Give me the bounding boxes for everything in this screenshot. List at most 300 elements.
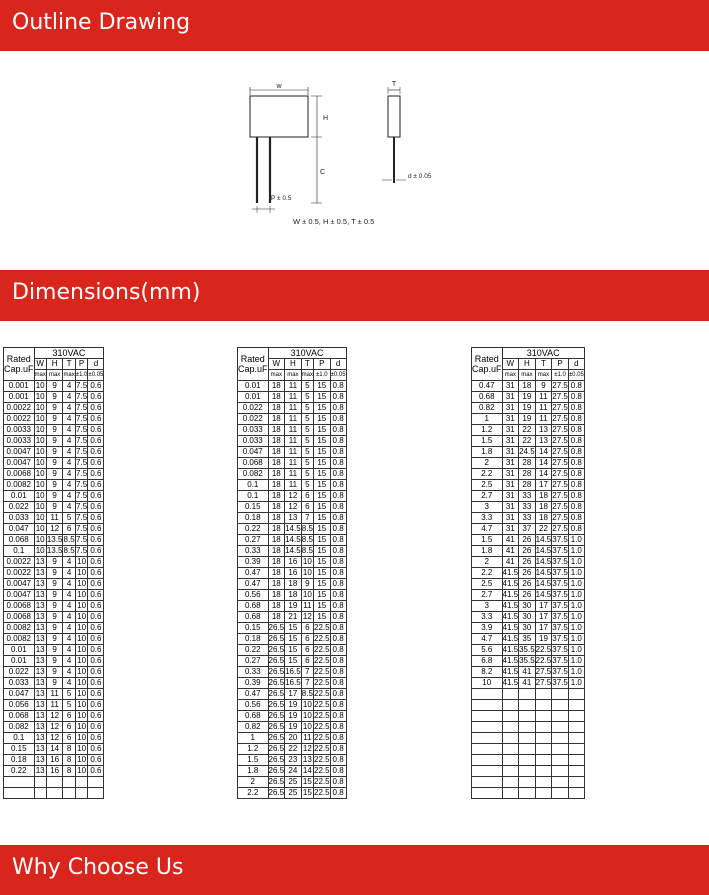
table-row xyxy=(238,502,347,513)
table-cell: 7 xyxy=(301,667,313,678)
table-cell: 11 xyxy=(285,414,302,425)
table-cell: 6 xyxy=(301,634,313,645)
column-header: T xyxy=(63,359,75,370)
table-cell: 4 xyxy=(63,678,75,689)
table-row xyxy=(238,535,347,546)
table-cell: 37.5 xyxy=(552,656,568,665)
table-cell: 22.5 xyxy=(535,656,552,665)
voltage-header: 310VAC xyxy=(502,348,584,359)
table-cell xyxy=(552,733,569,744)
table-cell: 11 xyxy=(535,392,552,403)
table-row xyxy=(4,392,104,403)
table-cell: 31 xyxy=(502,469,519,480)
table-row xyxy=(238,491,347,502)
table-cell: 41 xyxy=(502,546,519,557)
table-cell: 18 xyxy=(268,425,285,436)
table-cell: 31 xyxy=(502,502,519,513)
table-cell: 0.8 xyxy=(568,392,584,403)
table-cell: 8 xyxy=(63,744,75,755)
table-cell: 4 xyxy=(63,579,75,590)
table-row xyxy=(238,480,347,491)
table-cell: 0.8 xyxy=(330,645,346,656)
table-cell: 4 xyxy=(63,381,75,392)
table-cell: 9 xyxy=(46,403,63,414)
dimensions-banner xyxy=(0,270,709,321)
table-cell: 7.5 xyxy=(76,436,88,445)
table-cell: 18 xyxy=(285,590,302,601)
table-cell: 3 xyxy=(472,601,503,612)
table-cell: 16 xyxy=(285,557,302,568)
table-cell: 5 xyxy=(301,392,313,403)
table-row xyxy=(238,590,347,601)
table-cell xyxy=(568,700,584,711)
table-row xyxy=(4,766,104,777)
table-cell: 19 xyxy=(285,700,302,711)
table-cell xyxy=(519,755,536,766)
table-cell: 8.2 xyxy=(472,667,503,678)
dim-t-label: T xyxy=(391,81,397,88)
table-cell xyxy=(568,755,584,766)
table-cell: 10 xyxy=(35,502,45,511)
table-cell: 0.8 xyxy=(330,788,346,799)
table-cell: 22.5 xyxy=(314,667,330,676)
table-cell: 0.0068 xyxy=(4,601,35,612)
table-cell xyxy=(75,788,88,799)
table-cell: 1.5 xyxy=(472,535,503,546)
table-cell: 37.5 xyxy=(552,568,568,577)
table-cell: 10 xyxy=(77,645,87,654)
table-cell: 4 xyxy=(63,568,75,579)
table-cell: 0.15 xyxy=(238,502,269,513)
column-header: P xyxy=(552,359,569,370)
table-row xyxy=(4,733,104,744)
table-cell: 15 xyxy=(285,623,302,634)
table-row xyxy=(4,491,104,502)
table-cell: 17 xyxy=(285,689,302,700)
table-cell: 41.5 xyxy=(502,612,519,621)
table-cell: 10 xyxy=(77,766,87,775)
table-cell: 10 xyxy=(302,711,312,720)
table-cell xyxy=(552,722,569,733)
table-cell: 0.6 xyxy=(88,491,104,502)
table-cell: 9 xyxy=(46,447,63,458)
table-cell: 12 xyxy=(285,502,302,513)
table-cell: 22.5 xyxy=(314,623,330,632)
column-header: W xyxy=(268,359,285,370)
table-cell: 10 xyxy=(35,414,45,423)
table-cell: 2.7 xyxy=(472,590,503,601)
table-cell xyxy=(472,788,503,799)
table-row xyxy=(238,568,347,579)
table-cell: 15 xyxy=(314,579,331,590)
table-cell: 18 xyxy=(535,491,552,502)
table-cell xyxy=(4,788,35,799)
table-cell: 11 xyxy=(46,700,63,711)
table-row xyxy=(238,447,347,458)
table-cell: 0.0022 xyxy=(4,403,35,414)
table-cell: 26.5 xyxy=(268,656,285,665)
table-cell: 22.5 xyxy=(314,788,330,797)
section-title: Why Choose Us xyxy=(12,855,184,880)
table-row xyxy=(4,656,104,667)
table-cell: 0.01 xyxy=(4,656,35,667)
table-cell: 5 xyxy=(301,469,313,480)
table-cell: 0.6 xyxy=(88,403,104,414)
table-row xyxy=(472,425,585,436)
table-cell xyxy=(502,755,519,766)
table-cell xyxy=(552,711,569,722)
table-cell: 9 xyxy=(46,425,63,436)
table-cell: 26.5 xyxy=(268,700,285,709)
table-cell: 18 xyxy=(268,557,285,568)
table-cell: 18 xyxy=(268,480,285,491)
column-subheader: ±0.05 xyxy=(88,370,104,381)
table-cell: 4.7 xyxy=(472,634,503,645)
table-cell: 27.5 xyxy=(552,447,568,456)
table-cell: 0.6 xyxy=(88,447,104,458)
table-row xyxy=(238,656,347,667)
table-cell xyxy=(502,711,519,722)
table-cell xyxy=(502,733,519,744)
table-cell: 15 xyxy=(314,491,331,502)
table-cell: 0.033 xyxy=(238,436,269,447)
table-cell: 35 xyxy=(519,634,536,645)
table-cell: 10 xyxy=(35,491,45,500)
table-cell: 14.5 xyxy=(535,535,552,544)
table-cell: 4 xyxy=(63,612,75,623)
table-cell: 11 xyxy=(285,469,302,480)
table-cell: 9 xyxy=(46,612,63,623)
table-cell: 0.8 xyxy=(330,733,346,744)
table-cell: 10 xyxy=(35,447,45,456)
table-cell: 31 xyxy=(502,491,519,502)
table-cell: 7.5 xyxy=(76,458,88,467)
table-cell: 0.0082 xyxy=(4,480,35,491)
table-cell: 0.68 xyxy=(472,392,503,403)
table-row xyxy=(238,469,347,480)
table-cell: 41.5 xyxy=(502,678,519,687)
table-cell xyxy=(568,733,584,744)
table-cell: 0.8 xyxy=(568,403,584,414)
table-cell: 18 xyxy=(268,546,285,557)
table-cell: 18 xyxy=(268,436,285,447)
table-cell: 15 xyxy=(314,392,331,403)
table-cell: 3 xyxy=(472,502,503,513)
table-cell: 0.8 xyxy=(330,766,346,777)
table-cell xyxy=(552,766,569,777)
table-cell: 18 xyxy=(268,612,285,623)
table-cell: 1.0 xyxy=(568,612,584,623)
table-cell: 13 xyxy=(35,689,45,698)
table-row xyxy=(472,414,585,425)
table-cell: 0.6 xyxy=(88,590,104,601)
table-cell: 24 xyxy=(285,766,302,777)
table-cell: 1.0 xyxy=(568,568,584,579)
table-cell: 0.6 xyxy=(88,557,104,568)
table-cell: 0.033 xyxy=(4,678,35,689)
table-cell: 18 xyxy=(268,458,285,469)
table-cell: 0.8 xyxy=(330,612,346,623)
table-cell: 0.1 xyxy=(238,491,269,502)
table-cell: 9 xyxy=(46,491,63,502)
table-cell xyxy=(34,777,46,788)
table-cell: 0.33 xyxy=(238,667,269,678)
table-cell: 15 xyxy=(285,656,302,667)
table-cell: 10 xyxy=(77,579,87,588)
table-cell: 13 xyxy=(35,733,45,742)
table-cell xyxy=(568,744,584,755)
table-cell: 17 xyxy=(535,480,552,491)
rated-cap-header: Rated Cap.uF xyxy=(4,348,35,381)
table-row xyxy=(472,458,585,469)
table-cell: 0.8 xyxy=(330,777,346,788)
table-cell: 4 xyxy=(63,601,75,612)
table-cell: 18 xyxy=(535,502,552,513)
table-cell: 0.001 xyxy=(4,392,35,403)
table-row xyxy=(238,711,347,722)
table-cell: 22.5 xyxy=(314,744,330,753)
table-cell: 19 xyxy=(285,601,302,612)
table-cell: 27.5 xyxy=(552,513,568,522)
table-cell: 7 xyxy=(301,678,313,689)
table-cell: 10 xyxy=(77,711,87,720)
table-cell: 27.5 xyxy=(552,414,568,423)
table-cell xyxy=(552,700,569,711)
table-cell: 0.6 xyxy=(88,425,104,436)
table-cell: 0.0047 xyxy=(4,590,35,601)
column-subheader: ±0.05 xyxy=(568,370,584,381)
table-cell: 41.5 xyxy=(502,656,519,665)
table-cell: 0.8 xyxy=(568,469,584,480)
outline-drawing-banner xyxy=(0,0,709,51)
table-cell: 15 xyxy=(314,557,331,568)
table-cell: 26.5 xyxy=(268,667,285,676)
table-row xyxy=(238,546,347,557)
table-cell: 0.6 xyxy=(88,755,104,766)
table-cell: 11 xyxy=(285,447,302,458)
table-cell: 10 xyxy=(77,623,87,632)
table-cell: 28 xyxy=(519,458,536,469)
table-cell: 15 xyxy=(314,403,331,414)
table-row xyxy=(238,733,347,744)
table-cell xyxy=(502,744,519,755)
table-cell: 9 xyxy=(46,623,63,634)
table-cell: 26 xyxy=(519,590,536,601)
table-cell: 8.5 xyxy=(63,535,75,544)
table-cell: 14.5 xyxy=(535,590,552,599)
table-cell: 18 xyxy=(519,381,536,392)
table-cell: 26.5 xyxy=(268,744,285,753)
table-row xyxy=(4,711,104,722)
table-row xyxy=(472,546,585,557)
table-cell: 17 xyxy=(535,601,552,612)
column-header: d xyxy=(88,359,104,370)
table-row xyxy=(238,755,347,766)
table-cell: 26 xyxy=(519,535,536,546)
table-cell: 14 xyxy=(535,469,552,480)
table-row xyxy=(4,689,104,700)
table-cell: 11 xyxy=(285,458,302,469)
table-cell: 20 xyxy=(285,733,302,744)
table-cell: 15 xyxy=(314,381,331,392)
table-cell: 0.6 xyxy=(88,700,104,711)
table-cell: 31 xyxy=(502,403,519,414)
table-cell: 26 xyxy=(519,579,536,590)
table-cell: 26.5 xyxy=(268,777,285,786)
table-cell: 26.5 xyxy=(268,766,285,775)
table-cell: 15 xyxy=(314,568,331,579)
table-cell: 12 xyxy=(46,524,63,535)
table-cell: 25 xyxy=(285,788,302,799)
table-row xyxy=(472,700,585,711)
table-cell: 1.0 xyxy=(568,645,584,656)
table-cell: 0.01 xyxy=(4,491,35,502)
table-cell: 22.5 xyxy=(314,733,330,742)
table-cell: 8.5 xyxy=(301,535,313,544)
table-cell xyxy=(519,733,536,744)
table-cell: 0.8 xyxy=(568,381,584,392)
table-cell: 0.47 xyxy=(238,689,269,700)
table-cell: 0.8 xyxy=(568,425,584,436)
table-cell: 31 xyxy=(502,480,519,491)
table-cell: 18 xyxy=(268,513,285,524)
table-cell: 10 xyxy=(302,568,312,577)
table-row xyxy=(4,447,104,458)
table-cell: 15 xyxy=(314,469,331,480)
table-cell: 0.8 xyxy=(330,755,346,766)
table-row xyxy=(238,414,347,425)
column-header: W xyxy=(34,359,46,370)
section-title: Dimensions(mm) xyxy=(12,280,201,305)
table-cell xyxy=(535,733,552,744)
table-row xyxy=(472,601,585,612)
table-cell: 0.0082 xyxy=(4,623,35,634)
table-cell: 41 xyxy=(519,678,536,689)
table-cell: 5 xyxy=(301,480,313,491)
table-cell: 0.8 xyxy=(330,557,346,568)
table-cell: 0.8 xyxy=(330,568,346,579)
table-cell: 11 xyxy=(285,403,302,414)
table-row xyxy=(472,645,585,656)
table-cell: 22 xyxy=(535,524,552,535)
table-cell: 10 xyxy=(77,601,87,610)
voltage-header: 310VAC xyxy=(34,348,104,359)
column-subheader: max xyxy=(63,370,75,381)
table-cell: 31 xyxy=(502,414,519,425)
table-cell: 27.5 xyxy=(552,458,568,467)
column-subheader: ±0.05 xyxy=(330,370,346,381)
table-cell: 5 xyxy=(301,425,313,436)
table-row xyxy=(238,557,347,568)
table-cell: 12 xyxy=(285,491,302,502)
table-cell: 9 xyxy=(46,590,63,601)
table-cell: 12 xyxy=(46,733,63,744)
table-cell: 7.5 xyxy=(76,535,88,544)
table-cell: 19 xyxy=(285,722,302,733)
table-cell: 13 xyxy=(35,645,45,654)
table-cell: 15 xyxy=(314,425,331,436)
table-cell: 7.5 xyxy=(76,403,88,412)
table-cell: 37.5 xyxy=(552,678,568,687)
table-cell: 4 xyxy=(63,414,75,425)
table-cell: 22 xyxy=(285,744,302,755)
table-cell: 12 xyxy=(302,612,312,621)
table-cell xyxy=(552,788,569,799)
table-cell: 0.047 xyxy=(4,524,35,535)
table-cell: 13 xyxy=(35,755,45,764)
table-cell: 13 xyxy=(35,601,45,610)
table-cell: 0.6 xyxy=(88,733,104,744)
table-cell: 10 xyxy=(35,535,45,544)
table-cell: 18 xyxy=(268,524,285,535)
table-cell: 13 xyxy=(35,766,45,775)
table-cell: 31 xyxy=(502,513,519,524)
table-cell: 25 xyxy=(285,777,302,788)
column-subheader: max xyxy=(519,370,536,381)
table-cell: 12 xyxy=(302,744,312,753)
table-cell: 18 xyxy=(268,568,285,579)
table-cell: 4 xyxy=(63,436,75,447)
table-cell: 9 xyxy=(46,645,63,656)
table-cell: 0.082 xyxy=(238,469,269,480)
table-row xyxy=(4,502,104,513)
table-cell: 0.22 xyxy=(238,645,269,656)
table-cell: 0.6 xyxy=(88,689,104,700)
table-cell: 41.5 xyxy=(502,579,519,588)
table-cell: 18 xyxy=(268,469,285,480)
rated-cap-header: Rated Cap.uF xyxy=(238,348,269,381)
table-row xyxy=(238,645,347,656)
table-cell: 15 xyxy=(302,788,312,797)
table-cell: 0.047 xyxy=(238,447,269,458)
table-cell: 30 xyxy=(519,601,536,612)
table-cell: 27.5 xyxy=(552,436,568,445)
column-header: d xyxy=(568,359,584,370)
table-row xyxy=(472,447,585,458)
table-cell: 0.8 xyxy=(330,513,346,524)
table-cell: 11 xyxy=(301,601,313,612)
table-cell xyxy=(63,777,75,788)
table-row xyxy=(472,678,585,689)
table-cell: 0.8 xyxy=(330,579,346,590)
table-cell: 26.5 xyxy=(268,722,285,731)
table-cell: 1.0 xyxy=(568,590,584,601)
table-cell: 37.5 xyxy=(552,579,568,588)
table-cell: 9 xyxy=(46,579,63,590)
table-cell: 11 xyxy=(535,403,552,414)
table-cell: 15 xyxy=(314,414,331,425)
table-cell: 15 xyxy=(314,601,331,612)
table-cell: 0.68 xyxy=(238,601,269,612)
table-cell xyxy=(519,777,536,788)
table-cell: 31 xyxy=(502,392,519,403)
table-cell: 37 xyxy=(519,524,536,535)
table-cell xyxy=(34,788,46,799)
spec-table-1 xyxy=(3,347,104,799)
table-cell: 11 xyxy=(285,480,302,491)
table-cell: 10 xyxy=(35,392,45,401)
table-cell: 0.068 xyxy=(4,711,35,722)
table-row xyxy=(4,612,104,623)
table-row xyxy=(238,700,347,711)
table-cell: 0.6 xyxy=(88,392,104,403)
table-cell: 31 xyxy=(502,436,519,447)
table-cell: 2 xyxy=(472,557,503,568)
table-cell: 3.3 xyxy=(472,513,503,524)
table-row xyxy=(238,788,347,799)
table-cell: 0.39 xyxy=(238,678,269,689)
table-cell: 26.5 xyxy=(268,788,285,797)
